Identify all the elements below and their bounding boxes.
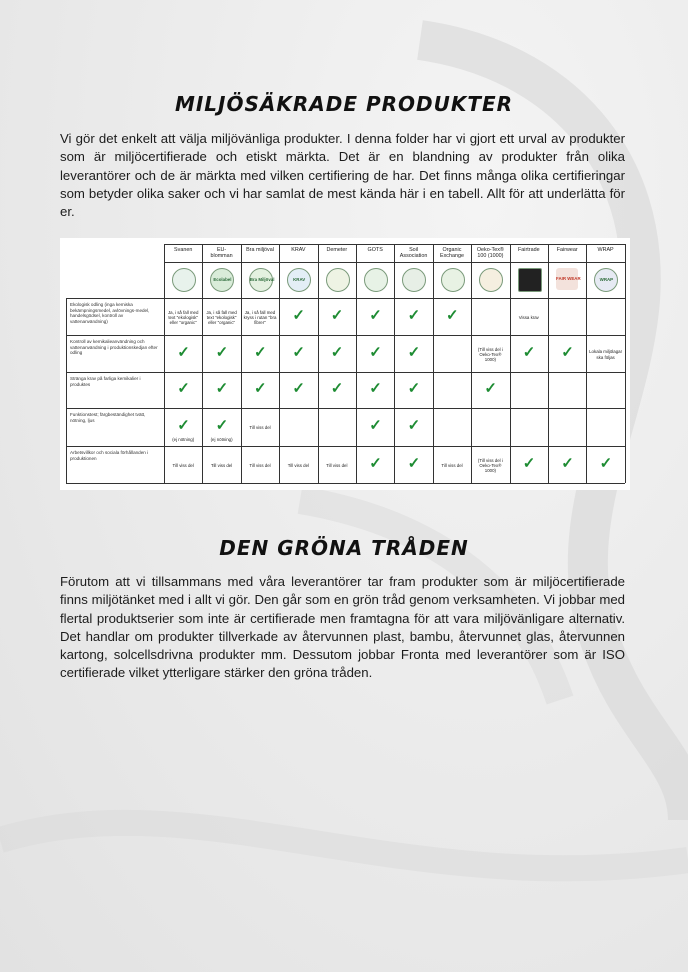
table-row-label: Stränga krav på farliga kemikalier i produktes	[70, 376, 141, 387]
table-col-line	[164, 244, 165, 483]
table-header-cell: Svanen	[174, 247, 193, 253]
table-row-label: Kontroll av kemikalieanvändning och vattenanvändning i produktionskedjan efter odling	[70, 339, 158, 356]
check-icon: ✓	[407, 454, 421, 472]
table-col-line	[625, 244, 626, 483]
table-row-label: Arbetsvillkor och sociala förhållanden i produktionen	[70, 450, 149, 461]
table-col-line	[394, 244, 395, 483]
check-icon: ✓	[561, 343, 574, 361]
table-row-line	[164, 244, 625, 245]
check-icon: ✓	[446, 306, 459, 324]
check-icon: ✓	[177, 343, 190, 361]
certification-logo-icon	[402, 268, 426, 292]
certification-logo-icon	[479, 268, 503, 292]
check-icon: ✓	[177, 417, 190, 434]
certification-logo-icon: Ecolabel	[210, 268, 234, 292]
certification-table	[60, 238, 630, 490]
check-icon: ✓	[215, 380, 229, 397]
table-row-label: Funktionstest; färgbeständighet tvätt, nötning, ljus	[70, 412, 146, 423]
table-row-line	[66, 483, 625, 484]
table-header-cell: Organic Exchange	[440, 247, 464, 260]
table-cell-text: (Till viss del i Oeko-Tex® 1000)	[477, 346, 503, 363]
check-icon: ✓	[407, 343, 421, 361]
table-col-line	[318, 244, 319, 483]
table-cell-text: Till viss del	[210, 462, 233, 468]
section-title-grona-traden: DEN GRÖNA TRÅDEN	[219, 536, 469, 560]
certification-logo-icon	[364, 268, 388, 292]
check-icon: ✓	[522, 454, 536, 472]
table-cell-text: Ja, i så fall med text "ekologisk" eller "organic"	[206, 309, 237, 326]
table-cell-text: Till viss del	[441, 462, 463, 468]
check-icon: ✓	[561, 454, 574, 472]
table-col-line	[510, 244, 511, 483]
table-cell-text: Till viss del	[172, 462, 194, 468]
check-icon: ✓	[407, 380, 421, 397]
check-icon: ✓	[369, 417, 382, 434]
check-icon: ✓	[369, 306, 382, 324]
check-icon: ✓	[599, 454, 613, 472]
table-cell-text: Vissa krav	[518, 314, 539, 320]
table-header-cell: Fairtrade	[518, 247, 540, 253]
check-icon: ✓	[330, 306, 344, 324]
table-header-cell: GOTS	[367, 247, 383, 253]
intro-paragraph: Vi gör det enkelt att välja miljövänliga produkter. I denna folder har vi gjort ett urval av produkter som är miljöcertifierade och etiskt märkta. Det är en blandning av produkter från olika leverantörer och de är märkta med vilken certifiering de har. Det finns många olika certifieringar som betyder olika saker och vi har samlat de mest kända här i en tabell. Allt för att underlätta för er.	[60, 131, 625, 220]
table-header-cell: WRAP	[597, 247, 614, 253]
table-cell-note: (ej nötning)	[210, 437, 233, 442]
table-header-cell: KRAV	[291, 247, 306, 253]
table-cell-text: Till viss del	[249, 425, 271, 431]
table-header-cell: Fairwear	[556, 247, 578, 253]
check-icon: ✓	[292, 343, 305, 361]
certification-logo-icon: KRAV	[287, 268, 311, 292]
table-header-cell: Demeter	[326, 247, 348, 253]
check-icon: ✓	[330, 343, 344, 361]
grona-traden-paragraph: Förutom att vi tillsammans med våra leverantörer tar fram produkter som är miljöcertifierade finns miljötänket med i allt vi gör. Den går som en grön tråd genom verksamheten. Vi jobbar med flertal produktserier som inte är certifierade men framtagna för att vara miljövänligare alternativ. Det handlar om produkter tillverkade av återvunnen plast, bambu, återvunnet glas, återvunnen kartong, solcellsdrivna produkter mm. Dessutom jobbar Fronta med leverantörer som är ISO certifierade vilket ytterligare stärker den gröna tråden.	[60, 574, 625, 681]
table-cell-text: Till viss del	[249, 462, 271, 468]
table-col-line	[202, 244, 203, 483]
check-icon: ✓	[330, 380, 344, 397]
check-icon: ✓	[215, 343, 229, 361]
table-col-line	[433, 244, 434, 483]
table-header-cell: Bra miljöval	[246, 247, 274, 253]
table-col-line	[471, 244, 472, 483]
certification-logo-icon: FAIR WEAR	[556, 268, 578, 290]
certification-logo-icon	[326, 268, 350, 292]
table-cell-text: Ja, i så fall med text "ekologisk" eller "organic"	[167, 309, 199, 326]
check-icon: ✓	[254, 343, 267, 361]
check-icon: ✓	[522, 343, 536, 361]
check-icon: ✓	[369, 343, 382, 361]
certification-logo-icon	[172, 268, 196, 292]
table-header-cell: Oeko-Tex® 100 (1000)	[476, 247, 504, 260]
table-col-line	[586, 244, 587, 483]
certification-logo-icon	[441, 268, 465, 292]
table-cell-text: Lokala miljölagar ska följas	[589, 349, 623, 360]
table-col-line	[241, 244, 242, 483]
table-row-line	[66, 298, 625, 299]
check-icon: ✓	[407, 306, 421, 324]
table-col-line	[66, 298, 67, 483]
table-cell-text: Till viss del	[287, 462, 310, 468]
table-row-line	[66, 408, 625, 409]
check-icon: ✓	[292, 306, 305, 324]
table-header-cell: Soil Association	[399, 247, 428, 260]
table-row-line	[66, 335, 625, 336]
table-row-line	[66, 446, 625, 447]
certification-logo-icon: WRAP	[594, 268, 618, 292]
check-icon: ✓	[177, 380, 190, 397]
certification-logo-icon	[518, 268, 542, 292]
section-title-miljosakrade: MILJÖSÄKRADE PRODUKTER	[174, 92, 514, 116]
certification-logo-icon: Bra Miljöval	[249, 268, 273, 292]
table-col-line	[356, 244, 357, 483]
check-icon: ✓	[292, 380, 305, 397]
check-icon: ✓	[484, 380, 497, 397]
check-icon: ✓	[215, 417, 229, 434]
table-cell-text: (Till viss del i Oeko-Tex® 1000)	[477, 457, 503, 474]
check-icon: ✓	[407, 417, 421, 434]
table-cell-text: Ja, i så fall med kryss i rutan "bra fibrer"	[243, 309, 277, 326]
table-col-line	[279, 244, 280, 483]
table-row-line	[66, 372, 625, 373]
check-icon: ✓	[369, 454, 382, 472]
table-cell-text: Till viss del	[326, 462, 348, 468]
check-icon: ✓	[254, 380, 267, 397]
check-icon: ✓	[369, 380, 382, 397]
table-cell-note: (ej nötning)	[172, 437, 195, 442]
table-col-line	[548, 244, 549, 483]
table-header-cell: EU- blomman	[210, 247, 233, 260]
table-row-label: Ekologisk odling (inga kemiska bekämpningsmedel, avlövnings-medel, handelsgödsel, kontroll av vattenanvändning)	[70, 302, 150, 324]
